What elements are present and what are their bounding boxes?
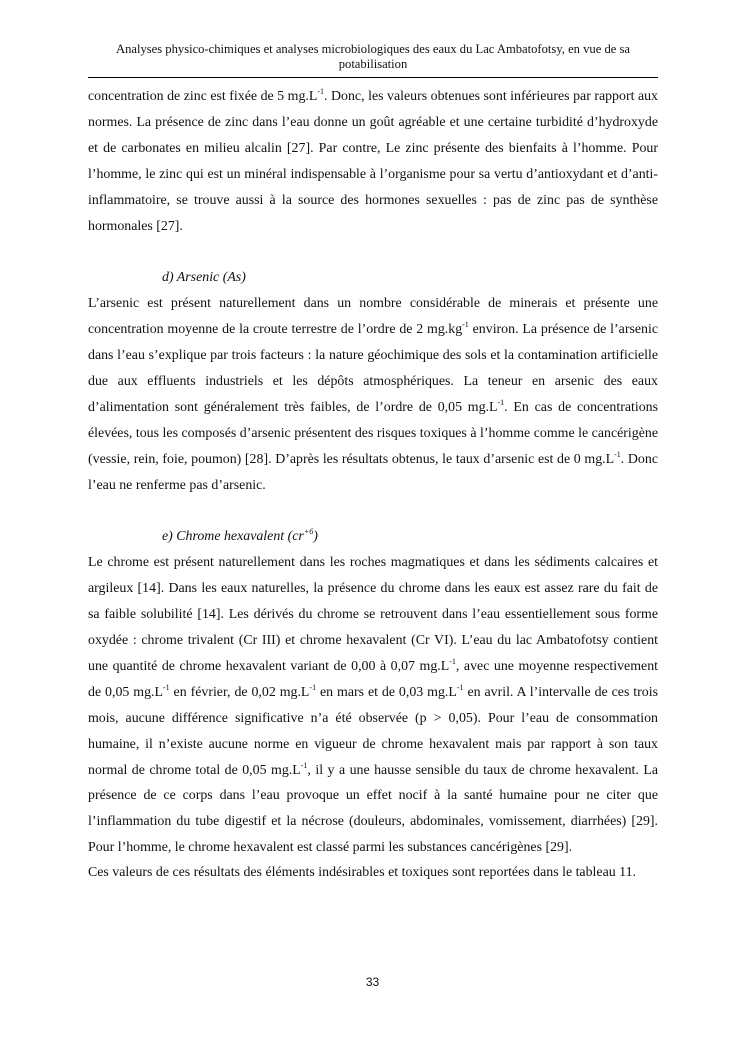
header-rule — [88, 77, 658, 78]
page-number: 33 — [365, 975, 380, 989]
chrome-heading: e) Chrome hexavalent $(cr^{+6})$ — [162, 527, 318, 545]
zinc-paragraph: concentration de zinc est fixée de 5 $mg.L^{-1}$. Donc, les valeurs obtenues sont inférieures par rapport aux normes. La présence de zinc dans l’eau donne un goût agréable et une certaine turbidité d’hydroxyde et de carbonates en milieu alcalin [27]. Par contre, Le zinc présente des bienfaits à l’homme. Pour l’homme, le zinc qui est un minéral indispensable à l’organisme pour sa vertu d’antioxydant et d’anti-inflammatoire, se trouve aussi à la source des hormones sexuelles : pas de zinc pas de synthèse hormonales [27]. — [88, 87, 659, 234]
running-header: Analyses physico-chimiques et analyses microbiologiques des eaux du Lac Ambatofotsy, en vue de sa potabilisation — [115, 42, 630, 71]
arsenic-heading: d) Arsenic (As) — [162, 270, 246, 286]
chrome-paragraph: Le chrome est présent naturellement dans les roches magmatiques et dans les sédiments calcaires et argileux [14]. Dans les eaux naturelles, la présence du chrome dans les eaux est assez rare du fait de sa faible solubilité [14]. Les dérivés du chrome se retrouvent dans l’eau essentiellement sous forme oxydée : chrome trivalent (Cr III) et chrome hexavalent (Cr VI). L’eau du lac Ambatofotsy contient une quantité de chrome hexavalent variant de 0,00 à 0,07 $mg.L^{-1}$, avec une moyenne respectivement de 0,05 $mg.L^{-1}$ en février, de 0,02 $mg.L^{-1}$ en mars et de 0,03 $mg.L^{-1}$ en avril. A l’intervalle de ces trois mois, aucune différence significative n’a été observée (p > 0,05). Pour l’eau de consommation humaine, il n’existe aucune norme en vigueur de chrome hexavalent mais par rapport à son taux normal de chrome total de 0,05 $mg.L^{-1}$, il y a une hausse sensible du taux de chrome hexavalent. La présence de ce corps dans l’eau provoque un effet nocif à la santé humaine pour ne citer que l’inflammation du tube digestif et la nécrose (douleurs, abdominales, vomissement, diarrhées) [29]. Pour l’homme, le chrome hexavalent est classé parmi les substances cancérigènes [29]. — [88, 555, 659, 856]
body-text — [88, 84, 658, 882]
arsenic-paragraph: L’arsenic est présent naturellement dans un nombre considérable de minerais et présente une concentration moyenne de la croute terrestre de l’ordre de 2 $mg.kg^{-1}$ environ. La présence de l’arsenic dans l’eau s’explique par trois facteurs : la nature géochimique des sols et la contamination artificielle due aux effluents industriels et les dépôts atmosphériques. La teneur en arsenic des eaux d’alimentation sont généralement très faibles, de l’ordre de 0,05 $mg.L^{-1}$. En cas de concentrations élevées, tous les composés d’arsenic présentent des risques toxiques à l’homme comme le cancérigène (vessie, rein, foie, poumon) [28]. D’après les résultats obtenus, le taux d’arsenic est de 0 $mg.L^{-1}$. Donc l’eau ne renferme pas d’arsenic. — [88, 296, 659, 493]
closing-paragraph: Ces valeurs de ces résultats des éléments indésirables et toxiques sont reportées dans le tableau 11. — [88, 865, 637, 881]
